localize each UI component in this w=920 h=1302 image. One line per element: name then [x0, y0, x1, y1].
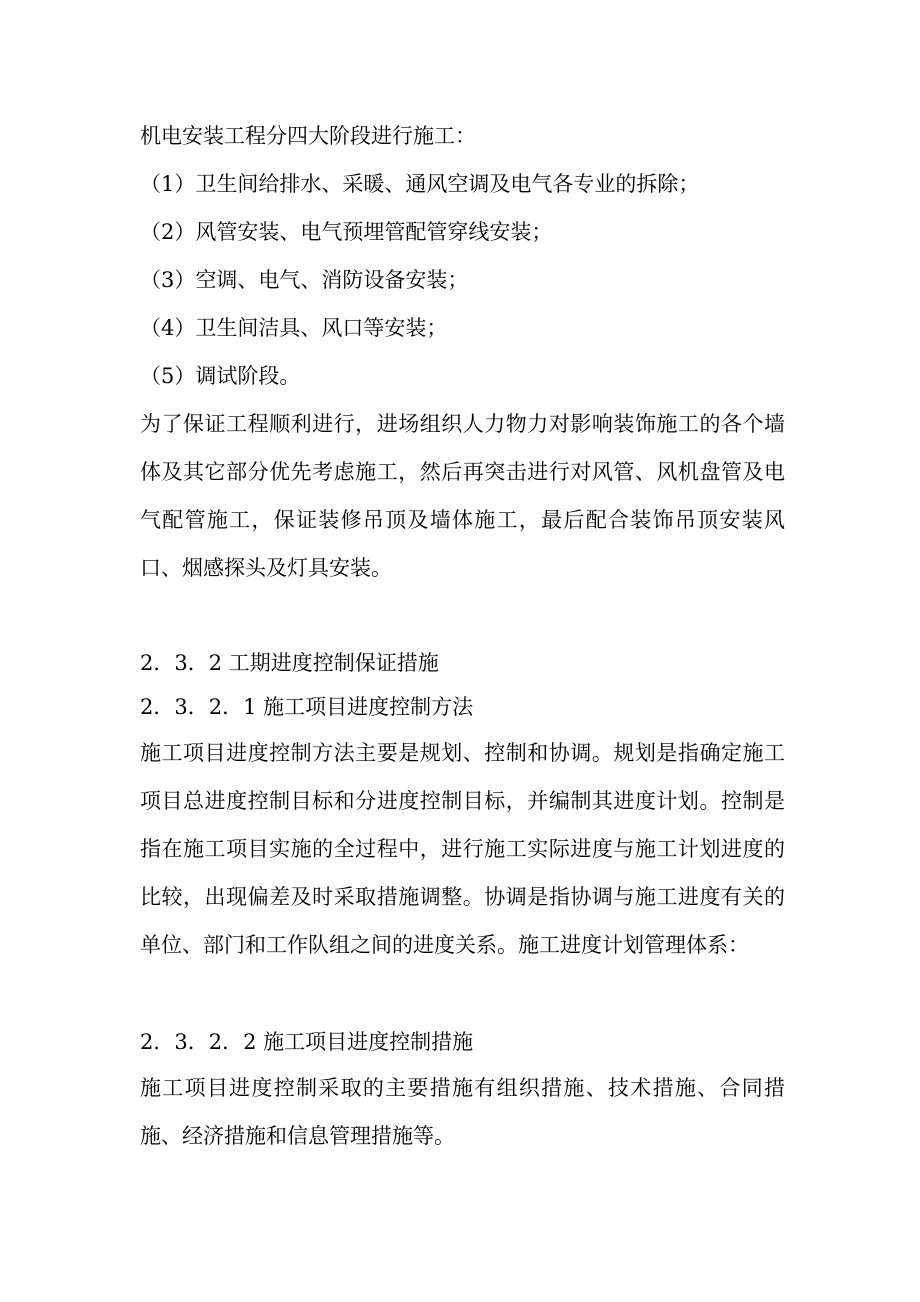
- stage-item: （4）卫生间洁具、风口等安装；: [140, 316, 448, 340]
- stage-item: （2）风管安装、电气预埋管配管穿线安装；: [140, 220, 553, 244]
- section-heading-2-3-2-2: 2．3．2．2 施工项目进度控制措施: [140, 1030, 474, 1054]
- stage-item: （5）调试阶段。: [140, 364, 301, 388]
- stage-item: （3）空调、电气、消防设备安装；: [140, 268, 469, 292]
- priority-paragraph: 为了保证工程顺利进行，进场组织人力物力对影响装饰施工的各个墙体及其它部分优先考虑施工，然后再突击进行对风管、风机盘管及电气配管施工，保证装修吊顶及墙体施工，最后配合装饰吊顶安装风口、烟感探头及灯具安装。: [140, 412, 785, 580]
- section-heading-2-3-2: 2．3．2 工期进度控制保证措施: [140, 651, 439, 675]
- document-body: [140, 112, 785, 1160]
- section-heading-2-3-2-1: 2．3．2．1 施工项目进度控制方法: [140, 695, 474, 719]
- intro-line: 机电安装工程分四大阶段进行施工：: [140, 124, 476, 148]
- stage-item: （1）卫生间给排水、采暖、通风空调及电气各专业的拆除；: [140, 172, 700, 196]
- section-2-3-2-2-paragraph: 施工项目进度控制采取的主要措施有组织措施、技术措施、合同措施、经济措施和信息管理措施等。: [140, 1076, 785, 1148]
- stage-list: [140, 160, 785, 400]
- section-2-3-2-1-paragraph: 施工项目进度控制方法主要是规划、控制和协调。规划是指确定施工项目总进度控制目标和分进度控制目标，并编制其进度计划。控制是指在施工项目实施的全过程中，进行施工实际进度与施工计划进度的比较，出现偏差及时采取措施调整。协调是指协调与施工进度有关的单位、部门和工作队组之间的进度关系。施工进度计划管理体系：: [140, 741, 785, 957]
